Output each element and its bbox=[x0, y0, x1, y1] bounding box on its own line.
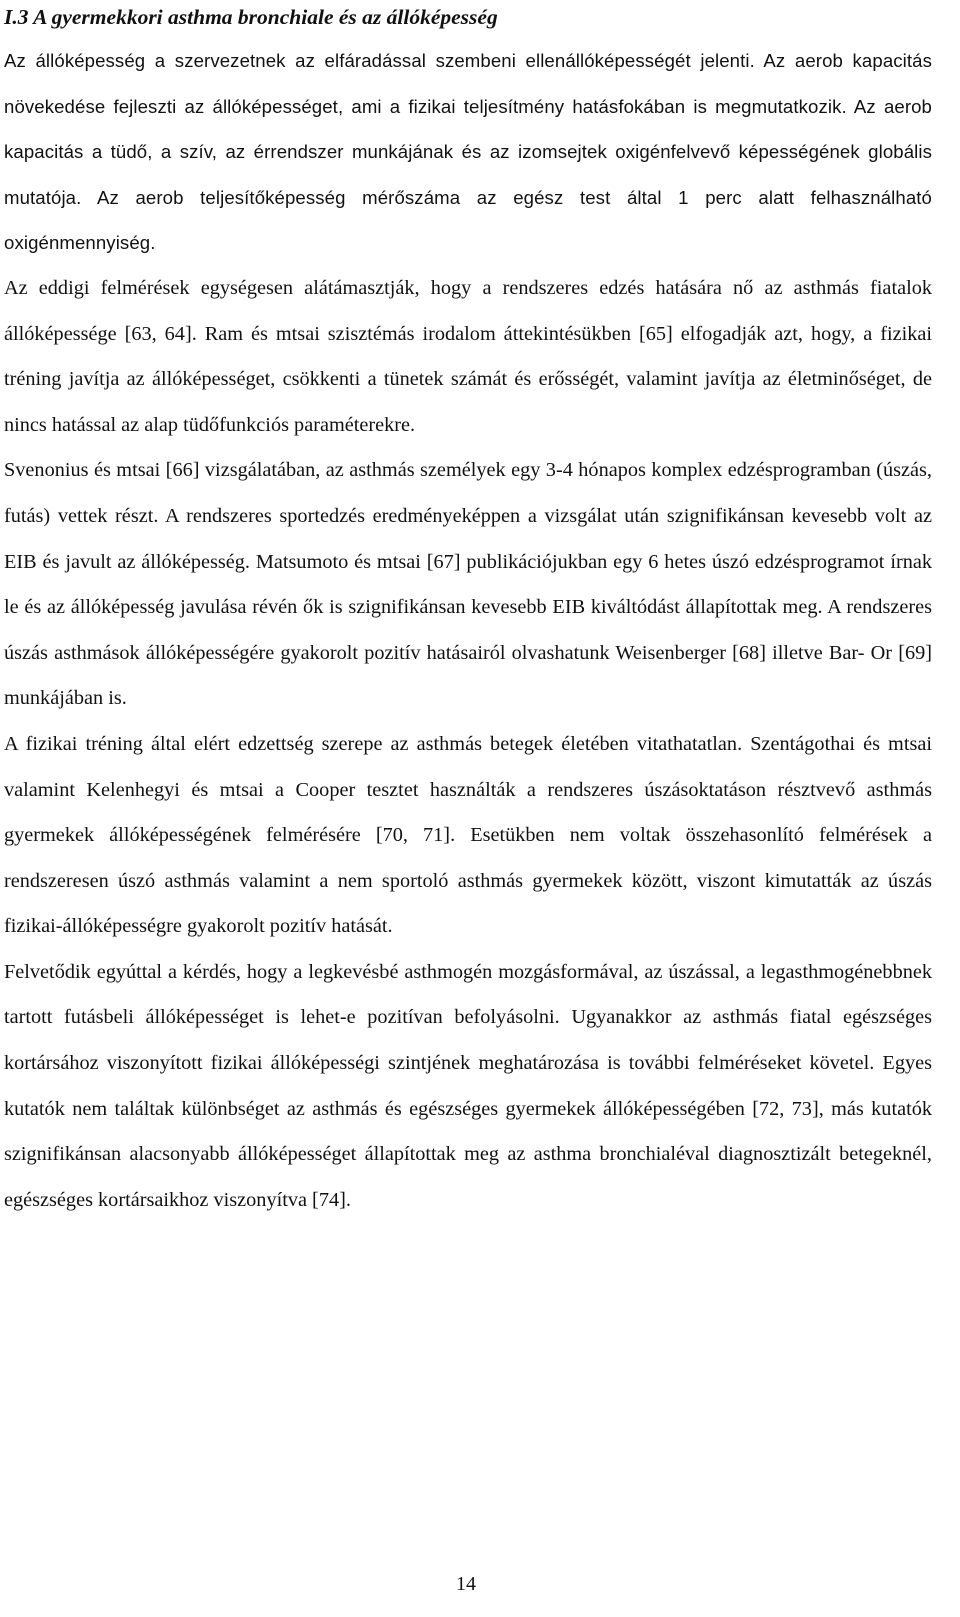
paragraph-swimming-programs: Svenonius és mtsai [66] vizsgálatában, az asthmás személyek egy 3-4 hónapos komplex edzésprogramban (úszás, futás) vettek részt. A rendszeres sportedzés eredményeképpen a vizsgálat után szignifikánsan kevesebb volt az EIB és javult az állóképesség. Matsumoto és mtsai [67] publikációjukban egy 6 hetes úszó edzésprogramot írnak le és az állóképesség javulása révén ők is szignifikánsan kevesebb EIB kiváltódást állapítottak meg. A rendszeres úszás asthmások állóképességére gyakorolt pozitív hatásairól olvashatunk Weisenberger [68] illetve Bar- Or [69] munkájában is. bbox=[4, 459, 932, 710]
page-number: 14 bbox=[456, 1573, 476, 1595]
section-heading: I.3 A gyermekkori asthma bronchiale és az állóképesség bbox=[4, 5, 498, 29]
paragraph-open-questions: Felvetődik egyúttal a kérdés, hogy a legkevésbé asthmogén mozgásformával, az úszással, a legasthmogénebbnek tartott futásbeli állóképességet is lehet-e pozitívan befolyásolni. Ugyanakkor az asthmás fiatal egészséges kortársához viszonyított fizikai állóképességi szintjének meghatározása is további felméréseket követel. Egyes kutatók nem találtak különbséget az asthmás és egészséges gyermekek állóképességében [72, 73], más kutatók szignifikánsan alacsonyabb állóképességet állapítottak meg az asthma bronchialéval diagnosztizált betegeknél, egészséges kortársaikhoz viszonyítva [74]. bbox=[4, 960, 932, 1211]
paragraph-aerobic-capacity: Az állóképesség a szervezetnek az elfáradással szembeni ellenállóképességét jelenti. Az aerob kapacitás növekedése fejleszti az állóképességet, ami a fizikai teljesítmény hatásfokában is megmutatkozik. Az aerob kapacitás a tüdő, a szív, az érrendszer munkájának és az izomsejtek oxigénfelvevő képességének globális mutatója. Az aerob teljesítőképesség mérőszáma az egész test által 1 perc alatt felhasználható oxigénmennyiség. bbox=[4, 50, 932, 254]
document-page bbox=[4, 0, 932, 1223]
paragraph-training-effects: Az eddigi felmérések egységesen alátámasztják, hogy a rendszeres edzés hatására nő az asthmás fiatalok állóképessége [63, 64]. Ram és mtsai szisztémás irodalom áttekintésükben [65] elfogadják azt, hogy, a fizikai tréning javítja az állóképességet, csökkenti a tünetek számát és erősségét, valamint javítja az életminőséget, de nincs hatással az alap tüdőfunkciós paraméterekre. bbox=[4, 276, 932, 436]
paragraph-cooper-test: A fizikai tréning által elért edzettség szerepe az asthmás betegek életében vitathatatlan. Szentágothai és mtsai valamint Kelenhegyi és mtsai a Cooper tesztet használták a rendszeres úszásoktatáson résztvevő asthmás gyermekek állóképességének felmérésére [70, 71]. Esetükben nem voltak összehasonlító felmérések a rendszeresen úszó asthmás valamint a nem sportoló asthmás gyermekek között, viszont kimutatták az úszás fizikai-állóképességre gyakorolt pozitív hatását. bbox=[4, 732, 932, 938]
